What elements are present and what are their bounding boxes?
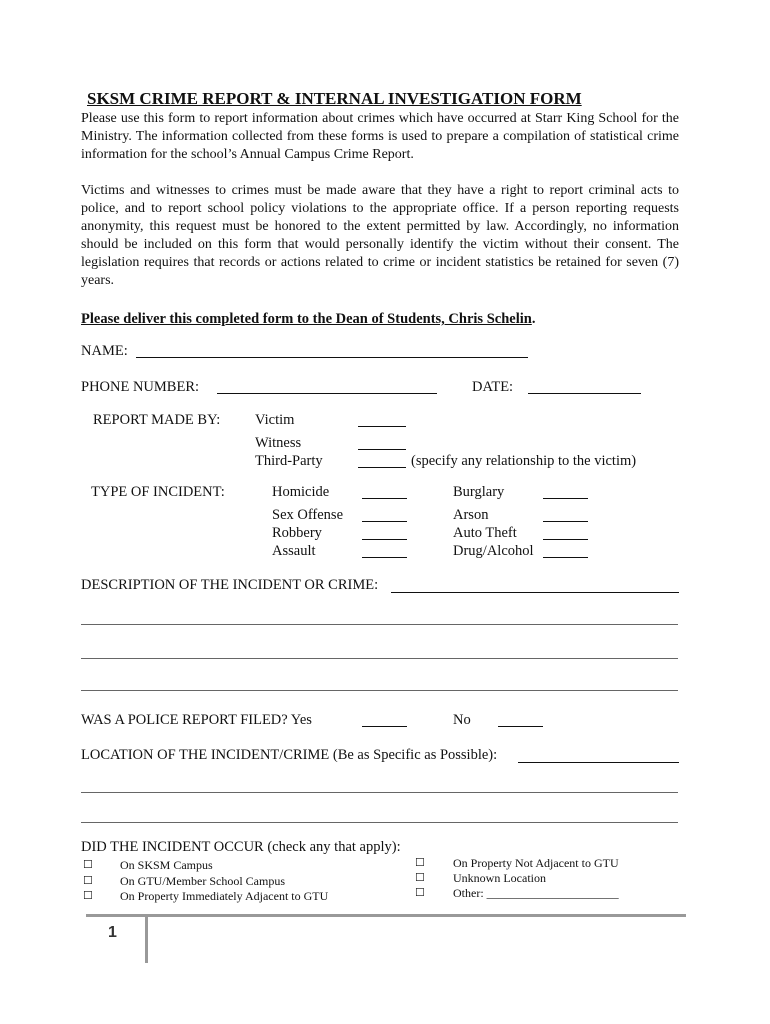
delivery-note: [81, 311, 535, 328]
option-burglary: Burglary: [453, 484, 505, 500]
footer-separator: [145, 916, 148, 963]
description-field-line-4[interactable]: [81, 690, 678, 691]
checkbox-adjacent-gtu[interactable]: ☐: [83, 890, 93, 902]
option-gtu-campus: On GTU/Member School Campus: [120, 874, 285, 888]
option-unknown-location: Unknown Location: [453, 871, 546, 885]
option-victim: Victim: [255, 412, 295, 428]
burglary-check-blank[interactable]: [543, 498, 588, 499]
option-homicide: Homicide: [272, 484, 330, 500]
robbery-check-blank[interactable]: [362, 539, 407, 540]
location-field-line-3[interactable]: [81, 822, 678, 823]
auto-theft-check-blank[interactable]: [543, 539, 588, 540]
third-party-note: (specify any relationship to the victim): [411, 453, 637, 469]
homicide-check-blank[interactable]: [362, 498, 407, 499]
phone-label: PHONE NUMBER:: [81, 379, 200, 395]
victims-rights-paragraph: Victims and witnesses to crimes must be made aware that they have a right to report criminal acts to police, and to report school policy violations to the appropriate office. If a person reporting requests anonymity, this request must be honored to the extent permitted by law. Accordingly, no information should be included on this form that would personally identify the victim without their consent. The legislation requires that records or actions related to crime or incident statistics be retained for seven (7) years.: [81, 183, 679, 288]
checkbox-gtu-campus[interactable]: ☐: [83, 875, 93, 887]
arson-check-blank[interactable]: [543, 521, 588, 522]
police-yes-blank[interactable]: [362, 726, 407, 727]
delivery-note-period: .: [531, 311, 536, 327]
police-no-label: No: [453, 712, 471, 728]
option-not-adjacent-gtu: On Property Not Adjacent to GTU: [453, 856, 619, 870]
option-witness: Witness: [255, 435, 302, 451]
name-field[interactable]: [136, 357, 528, 358]
sex-offense-check-blank[interactable]: [362, 521, 407, 522]
option-other: [453, 886, 619, 901]
location-field-line-2[interactable]: [81, 792, 678, 793]
witness-check-blank[interactable]: [358, 449, 406, 450]
description-field-line-3[interactable]: [81, 658, 678, 659]
option-drug-alcohol: Drug/Alcohol: [453, 543, 534, 559]
description-label: DESCRIPTION OF THE INCIDENT OR CRIME:: [81, 577, 379, 593]
type-of-incident-label: TYPE OF INCIDENT:: [91, 484, 225, 500]
date-label: DATE:: [472, 379, 514, 395]
location-field-line-1[interactable]: [518, 762, 679, 763]
other-location-field[interactable]: ______________________: [486, 886, 619, 900]
delivery-note-text: Please deliver this completed form to the Dean of Students, Chris Schelin: [81, 311, 532, 327]
checkbox-other[interactable]: ☐: [415, 887, 425, 899]
checkbox-unknown-location[interactable]: ☐: [415, 872, 425, 884]
victim-check-blank[interactable]: [358, 426, 406, 427]
form-title: SKSM CRIME REPORT & INTERNAL INVESTIGATION FORM: [87, 89, 582, 108]
third-party-check-blank[interactable]: [358, 467, 406, 468]
option-sex-offense: Sex Offense: [272, 507, 344, 523]
option-auto-theft: Auto Theft: [453, 525, 517, 541]
location-label: LOCATION OF THE INCIDENT/CRIME (Be as Specific as Possible):: [81, 747, 498, 763]
option-sksm-campus: On SKSM Campus: [120, 858, 213, 872]
option-arson: Arson: [453, 507, 489, 523]
checkbox-sksm-campus[interactable]: ☐: [83, 859, 93, 871]
footer-rule: [86, 914, 686, 917]
description-field-line-1[interactable]: [391, 592, 679, 593]
police-no-blank[interactable]: [498, 726, 543, 727]
intro-paragraph: Please use this form to report information about crimes which have occurred at Starr King School for the Ministry. The information collected from these forms is used to prepare a compilation of statistical crime information for the school’s Annual Campus Crime Report.: [81, 111, 679, 162]
date-field[interactable]: [528, 393, 641, 394]
checkbox-not-adjacent-gtu[interactable]: ☐: [415, 857, 425, 869]
occurrence-label: DID THE INCIDENT OCCUR (check any that apply):: [81, 839, 401, 855]
report-made-by-label: REPORT MADE BY:: [93, 412, 221, 428]
option-other-label: Other:: [453, 886, 484, 900]
option-adjacent-gtu: On Property Immediately Adjacent to GTU: [120, 889, 329, 903]
option-third-party: Third-Party: [255, 453, 323, 469]
name-label: NAME:: [81, 343, 128, 359]
drug-alcohol-check-blank[interactable]: [543, 557, 588, 558]
phone-field[interactable]: [217, 393, 437, 394]
description-field-line-2[interactable]: [81, 624, 678, 625]
option-robbery: Robbery: [272, 525, 322, 541]
police-report-label: WAS A POLICE REPORT FILED? Yes: [81, 712, 312, 728]
page-number: 1: [108, 924, 117, 941]
assault-check-blank[interactable]: [362, 557, 407, 558]
option-assault: Assault: [272, 543, 316, 559]
